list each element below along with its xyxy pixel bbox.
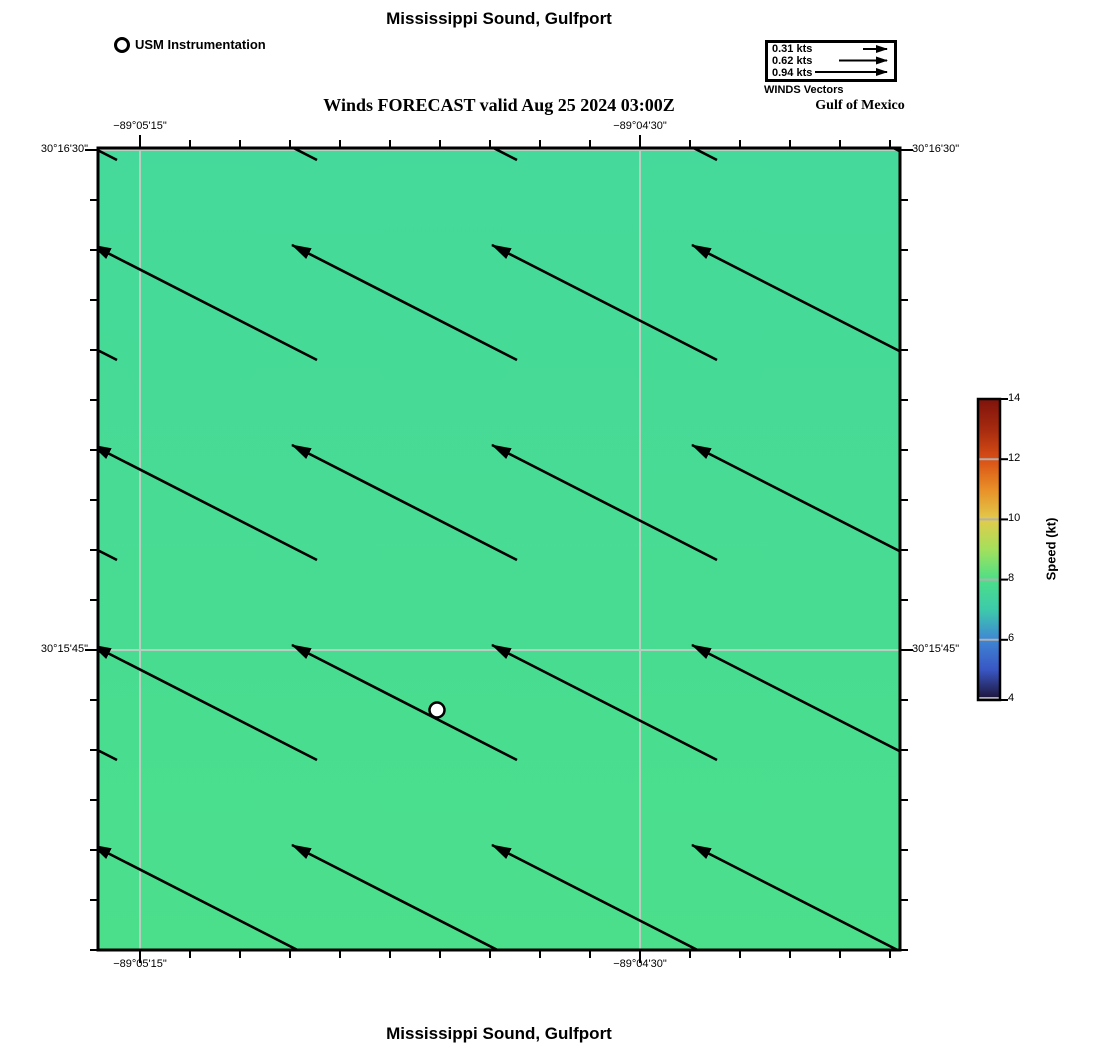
colorbar-tick-8: 8 xyxy=(1008,572,1015,584)
vector-scale-entry: 0.31 kts xyxy=(772,43,813,55)
region-label: Gulf of Mexico xyxy=(815,98,905,113)
vector-scale-legend-box xyxy=(765,40,897,82)
lon-label-top-east: −89°04'30" xyxy=(613,120,667,132)
colorbar-ticks xyxy=(1001,399,1008,700)
colorbar-gradient xyxy=(978,399,1000,700)
figure-title-top: Mississippi Sound, Gulfport xyxy=(386,9,612,28)
colorbar-tick-4: 4 xyxy=(1008,692,1015,704)
colorbar-tick-10: 10 xyxy=(1008,512,1021,524)
lon-label-bottom-east: −89°04'30" xyxy=(613,958,667,970)
lat-label-left-north: 30°16'30" xyxy=(40,143,88,155)
vector-scale-entry: 0.62 kts xyxy=(772,55,813,67)
colorbar-axis-title: Speed (kt) xyxy=(1043,517,1059,581)
colorbar-tick-14: 14 xyxy=(1008,392,1021,404)
figure-title-bottom: Mississippi Sound, Gulfport xyxy=(386,1024,612,1043)
forecast-subtitle: Winds FORECAST valid Aug 25 2024 03:00Z xyxy=(323,95,675,115)
station-marker xyxy=(430,703,445,718)
instrument-legend-label: USM Instrumentation xyxy=(135,37,266,52)
lat-label-right-north: 30°16'30" xyxy=(912,143,960,155)
lat-label-left-south: 30°15'45" xyxy=(40,643,88,655)
vector-legend-caption: WINDS Vectors xyxy=(764,84,844,96)
colorbar-tick-6: 6 xyxy=(1008,632,1015,644)
lon-label-bottom-west: −89°05'15" xyxy=(113,958,167,970)
lat-label-right-south: 30°15'45" xyxy=(912,643,960,655)
map-area xyxy=(98,148,900,950)
station-circle-icon xyxy=(114,37,130,53)
colorbar-tick-12: 12 xyxy=(1008,452,1021,464)
vector-scale-entry: 0.94 kts xyxy=(772,67,813,79)
lon-label-top-west: −89°05'15" xyxy=(113,120,167,132)
